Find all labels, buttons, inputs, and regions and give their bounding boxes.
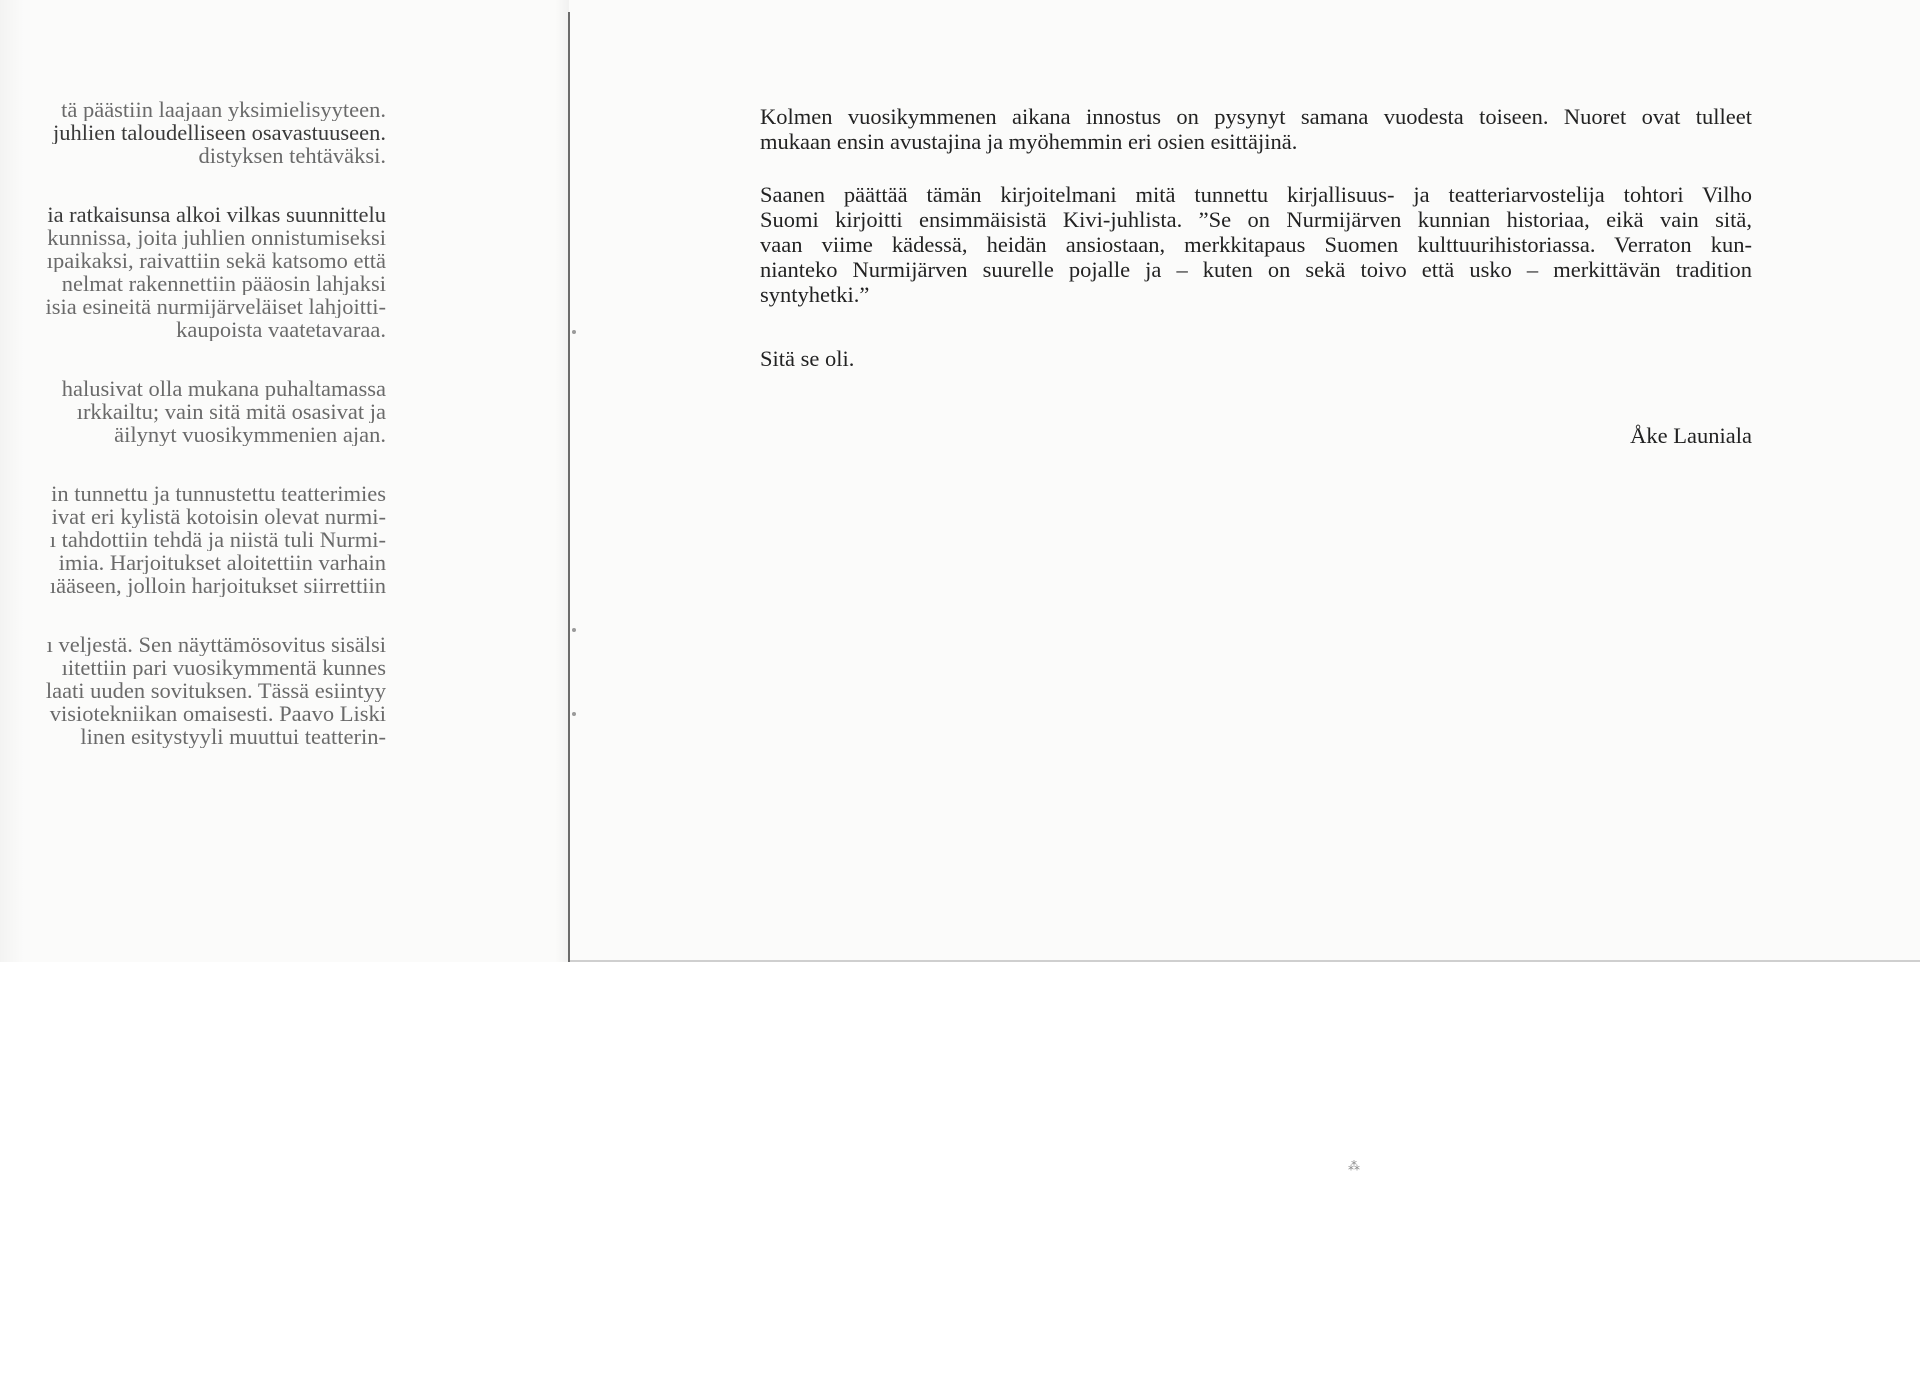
text-line: juhlien taloudelliseen osavastuuseen. bbox=[52, 121, 386, 144]
page-bottom-edge bbox=[570, 960, 1920, 962]
text-line: kaupoista vaatetavaraa. bbox=[176, 318, 386, 341]
text-line: ı veljestä. Sen näyttämösovitus sisälsi bbox=[46, 633, 386, 656]
right-paragraph-2 bbox=[760, 182, 1752, 307]
text-line: ı tahdottiin tehdä ja niistä tuli Nurmi- bbox=[49, 528, 386, 551]
left-paragraph-2 bbox=[0, 203, 386, 341]
text-line: syntyhetki.” bbox=[760, 282, 870, 307]
text-line: nianteko Nurmijärven suurelle pojalle ja – kuten on sekä toivo että usko – merkittävän tradition bbox=[760, 257, 1752, 282]
right-page-text bbox=[760, 104, 1752, 335]
text-line: kunnissa, joita juhlien onnistumiseksi bbox=[47, 226, 386, 249]
left-paragraph-5 bbox=[0, 633, 386, 748]
left-paragraph-1 bbox=[0, 98, 386, 167]
text-line: nelmat rakennettiin pääosin lahjaksi bbox=[61, 272, 386, 295]
text-line: Kolmen vuosikymmenen aikana innostus on pysynyt samana vuodesta toiseen. Nuoret ovat tulleet bbox=[760, 104, 1752, 129]
text-line: visiotekniikan omaisesti. Paavo Liski bbox=[49, 702, 386, 725]
text-line: ivat eri kylistä kotoisin olevat nurmi- bbox=[51, 505, 386, 528]
text-line: ia ratkaisunsa alkoi vilkas suunnittelu bbox=[47, 203, 386, 226]
text-line: halusivat olla mukana puhaltamassa bbox=[61, 377, 386, 400]
left-page-text bbox=[0, 98, 386, 784]
spine-shadow bbox=[555, 0, 569, 962]
text-line: äilynyt vuosikymmenien ajan. bbox=[114, 423, 386, 446]
text-line: vaan viime kädessä, heidän ansiostaan, merkkitapaus Suomen kulttuurihistoriassa. Verraton kun- bbox=[760, 232, 1752, 257]
scan-speck bbox=[572, 330, 576, 334]
scan-speck bbox=[572, 712, 576, 716]
scan-speck: ⁂ bbox=[1348, 1159, 1360, 1173]
right-paragraph-1 bbox=[760, 104, 1752, 154]
text-line: ıääseen, jolloin harjoitukset siirrettiin bbox=[49, 574, 386, 597]
text-line: imia. Harjoitukset aloitettiin varhain bbox=[58, 551, 386, 574]
closing-line: Sitä se oli. bbox=[760, 346, 855, 371]
left-paragraph-4 bbox=[0, 482, 386, 597]
text-line: in tunnettu ja tunnustettu teatterimies bbox=[51, 482, 386, 505]
text-line: mukaan ensin avustajina ja myöhemmin eri osien esittäjinä. bbox=[760, 129, 1298, 154]
author-signature: Åke Launiala bbox=[1630, 423, 1752, 448]
text-line: tä päästiin laajaan yksimielisyyteen. bbox=[61, 98, 386, 121]
text-line: linen esitystyyli muuttui teatterin- bbox=[80, 725, 386, 748]
text-line: ırkkailtu; vain sitä mitä osasivat ja bbox=[76, 400, 386, 423]
left-paragraph-3 bbox=[0, 377, 386, 446]
text-line: Saanen päättää tämän kirjoitelmani mitä tunnettu kirjallisuus- ja teatteriarvostelija tohtori Vilho bbox=[760, 182, 1752, 207]
book-spine bbox=[568, 12, 570, 962]
text-line: isia esineitä nurmijärveläiset lahjoitti- bbox=[45, 295, 386, 318]
scan-speck bbox=[572, 628, 576, 632]
text-line: ıitettiin pari vuosikymmentä kunnes bbox=[61, 656, 386, 679]
text-line: Suomi kirjoitti ensimmäisistä Kivi-juhlista. ”Se on Nurmijärven kunnian historiaa, eikä vain sitä, bbox=[760, 207, 1752, 232]
text-line: ıpaikaksi, raivattiin sekä katsomo että bbox=[46, 249, 386, 272]
text-line: laati uuden sovituksen. Tässä esiintyy bbox=[45, 679, 386, 702]
text-line: distyksen tehtäväksi. bbox=[198, 144, 386, 167]
